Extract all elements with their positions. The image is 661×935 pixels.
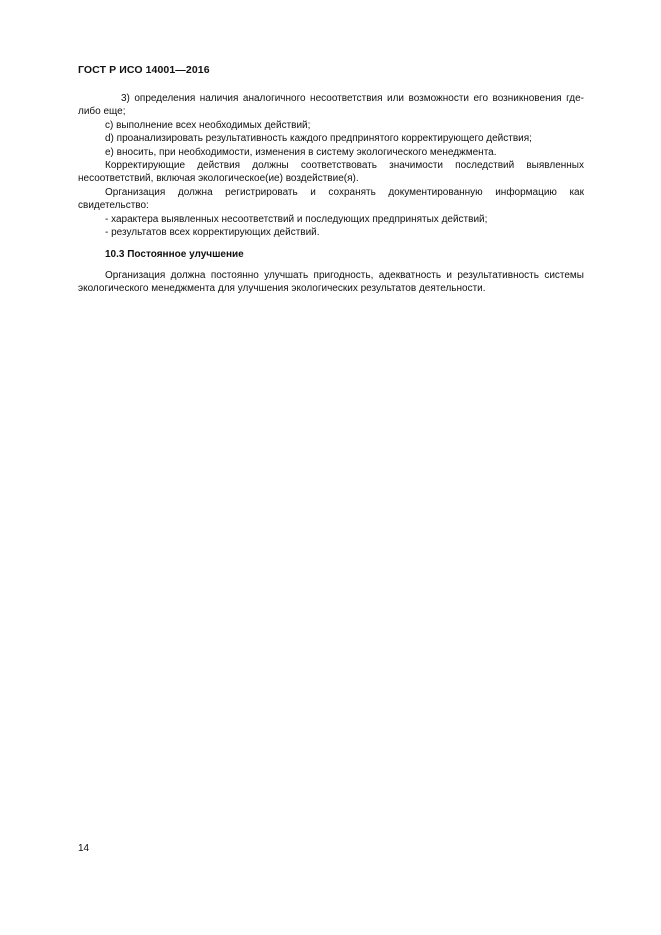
paragraph-corrective-actions: Корректирующие действия должны соответствовать значимости последствий выявленных несоответствий, включая экологическое(ие) воздействие(я). [78,160,584,185]
page-number: 14 [78,843,90,854]
document-body [78,92,584,296]
paragraph-register-information: Организация должна регистрировать и сохранять документированную информацию как свидетельство: [78,186,584,212]
document-header: ГОСТ Р ИСО 14001—2016 [78,64,210,76]
list-item-e: e) вносить, при необходимости, изменения в систему экологического менеджмента. [105,146,497,158]
list-item-3: 3) определения наличия аналогичного несоответствия или возможности его возникновения где-либо еще; [78,93,584,118]
dash-item-nonconformities: - характера выявленных несоответствий и последующих предпринятых действий; [105,213,488,225]
section-title: 10.3 Постоянное улучшение [105,249,244,261]
section-body: Организация должна постоянно улучшать пригодность, адекватность и результативность системы экологического менеджмента для улучшения экологических результатов деятельности. [78,269,584,295]
list-item-d: d) проанализировать результативность каждого предпринятого корректирующего действия; [105,133,532,145]
list-item-c: c) выполнение всех необходимых действий; [105,119,311,131]
dash-item-corrective-results: - результатов всех корректирующих действий. [105,227,320,239]
